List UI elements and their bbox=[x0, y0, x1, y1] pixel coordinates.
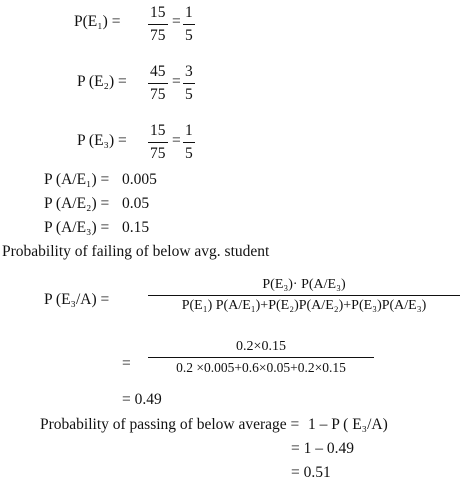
prior-e2-fraction bbox=[148, 64, 168, 102]
step2-fraction bbox=[148, 340, 374, 375]
prior-e3-simplified-numerator: 1 bbox=[185, 122, 193, 139]
prior-e2-lhs: P (E₂) = bbox=[77, 73, 127, 90]
prior-e1-lhs: P(E₁) = bbox=[74, 13, 121, 30]
failing-heading: Probability of failing of below avg. student bbox=[2, 243, 270, 260]
bayes-denominator: P(E₁) P(A/E₁)+P(E₂)P(A/E₂)+P(E₃)P(A/E₃) bbox=[148, 295, 460, 313]
prior-e3-denominator: 75 bbox=[148, 142, 168, 162]
passing-line2: = 1 – 0.49 bbox=[291, 440, 354, 457]
step2-numerator: 0.2×0.15 bbox=[236, 339, 286, 354]
prior-e2-simplified-numerator: 3 bbox=[185, 63, 193, 80]
step2-denominator: 0.2 ×0.005+0.6×0.05+0.2×0.15 bbox=[148, 357, 374, 375]
bayes-fraction bbox=[148, 278, 460, 313]
bayes-numerator: P(E₃)· P(A/E₃) bbox=[262, 277, 346, 292]
prior-e3-lhs: P (E₃) = bbox=[77, 132, 127, 149]
prior-e2-numerator: 45 bbox=[150, 63, 166, 80]
prior-e3-numerator: 15 bbox=[150, 122, 166, 139]
prior-e1-simplified-denominator: 5 bbox=[183, 24, 195, 44]
prior-e1-denominator: 75 bbox=[148, 24, 168, 44]
likelihood-e2-lhs: P (A/E₂) = bbox=[44, 195, 110, 212]
bayes-lhs: P (E₃/A) = bbox=[44, 291, 110, 308]
likelihood-e3-lhs: P (A/E₃) = bbox=[44, 219, 110, 236]
passing-line3: = 0.51 bbox=[291, 464, 331, 481]
prior-e1-simplified-numerator: 1 bbox=[185, 4, 193, 21]
prior-e2-simplified bbox=[183, 64, 195, 102]
prior-e3-simplified bbox=[183, 123, 195, 161]
prior-e3-simplified-denominator: 5 bbox=[183, 142, 195, 162]
likelihood-e2-value: 0.05 bbox=[122, 195, 150, 212]
prior-e2-equals: = bbox=[172, 73, 181, 90]
passing-label: Probability of passing of below average = bbox=[40, 416, 300, 433]
prior-e1-fraction bbox=[148, 5, 168, 43]
result-failing: = 0.49 bbox=[122, 391, 162, 408]
prior-e1-simplified bbox=[183, 5, 195, 43]
passing-line1: 1 – P ( E₃/A) bbox=[308, 416, 388, 433]
prior-e3-fraction bbox=[148, 123, 168, 161]
prior-e2-denominator: 75 bbox=[148, 83, 168, 103]
prior-e3-equals: = bbox=[172, 132, 181, 149]
likelihood-e3-value: 0.15 bbox=[122, 219, 150, 236]
prior-e1-equals: = bbox=[172, 13, 181, 30]
step2-equals: = bbox=[122, 355, 131, 372]
prior-e1-numerator: 15 bbox=[150, 4, 166, 21]
likelihood-e1-lhs: P (A/E₁) = bbox=[44, 171, 110, 188]
prior-e2-simplified-denominator: 5 bbox=[183, 83, 195, 103]
likelihood-e1-value: 0.005 bbox=[122, 171, 157, 188]
